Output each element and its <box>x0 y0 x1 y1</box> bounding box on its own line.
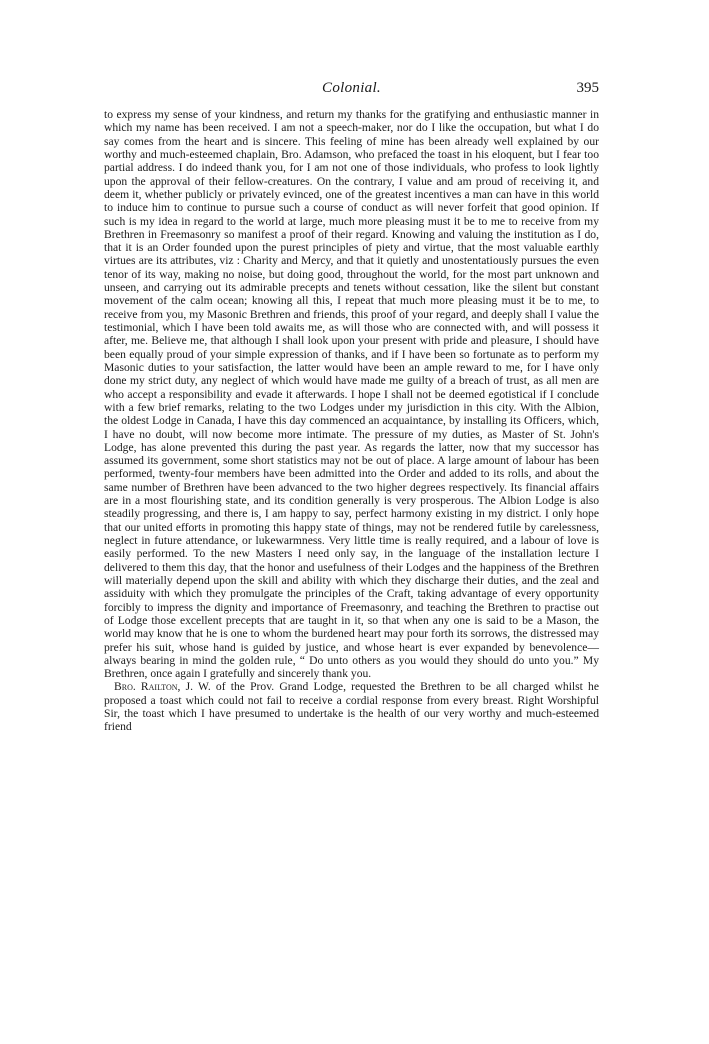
speaker-name: Bro. Railton <box>114 680 178 694</box>
document-page <box>104 80 599 734</box>
page-number: 395 <box>576 80 599 96</box>
paragraph-2-text: , J. W. of the Prov. Grand Lodge, requested the Brethren to be all charged whilst he proposed a toast which could not fail to receive a cordial response from every breast. Right Worshipful Sir, the toast which I have presumed to undertake is the health of our very worthy and much-esteemed friend <box>104 680 599 734</box>
running-header <box>104 80 599 108</box>
running-title: Colonial. <box>322 80 381 96</box>
paragraph-2 <box>104 680 599 733</box>
body-text <box>104 108 599 734</box>
paragraph-1: to express my sense of your kindness, and return my thanks for the gratifying and enthusiastic manner in which my name has been received. I am not a speech-maker, nor do I like the occupation, but what I do say comes from the heart and is sincere. This feeling of mine has been already well explained by our worthy and much-esteemed chaplain, Bro. Adamson, who prefaced the toast in his eloquent, but I fear too partial address. I do indeed thank you, for I am not one of those individuals, who profess to look lightly upon the approval of their fellow-creatures. On the contrary, I value and am proud of receiving it, and deem it, whether publicly or privately evinced, one of the greatest incentives a man can have in this world to induce him to continue to pursue such a course of conduct as will never forfeit that good opinion. If such is my idea in regard to the world at large, much more pleasing must it be to me to receive from my Brethren in Freemasonry so manifest a proof of their regard. Knowing and valuing the institution as I do, that it is an Order founded upon the purest principles of piety and virtue, that the most valuable earthly virtues are its attributes, viz : Charity and Mercy, and that it quietly and unostentatiously pursues the even tenor of its way, making no noise, but doing good, throughout the world, for the most part unknown and unseen, and carrying out its admirable precepts and tenets without cessation, like the silent but constant movement of the calm ocean; knowing all this, I repeat that much more pleasing must it be to me, to receive from you, my Masonic Brethren and friends, this proof of your regard, and deeply shall I value the testimonial, which I have been told awaits me, as will those who are connected with, and will possess it after, me. Believe me, that although I shall look upon your present with pride and pleasure, I should have been equally proud of your simple expression of thanks, and if I have been so fortunate as to perform my Masonic duties to your satisfaction, the latter would have been an ample reward to me, for I have only done my strict duty, any neglect of which would have made me guilty of a breach of trust, as all men are who accept a responsibility and evade it afterwards. I hope I shall not be deemed egotistical if I conclude with a few brief remarks, relating to the two Lodges under my jurisdiction in this city. With the Albion, the oldest Lodge in Canada, I have this day commenced an acquaintance, by installing its Officers, which, I have no doubt, will now become more intimate. The pressure of my duties, as Master of St. John's Lodge, has alone prevented this during the past year. As regards the latter, now that my successor has assumed its government, some short statistics may not be out of place. A large amount of labour has been performed, twenty-four members have been admitted into the Order and added to its rolls, and about the same number of Brethren have been advanced to the two higher degrees respectively. Its financial affairs are in a most flourishing state, and its condition generally is very prosperous. The Albion Lodge is also steadily progressing, and there is, I am happy to say, perfect harmony existing in my district. I only hope that our united efforts in promoting this happy state of things, may not be rendered futile by carelessness, neglect in future attendance, or lukewarmness. Very little time is really required, and a labour of love is easily performed. To the new Masters I need only say, in the language of the installation lecture I delivered to them this day, that the honor and usefulness of their Lodges and the happiness of the Brethren will materially depend upon the skill and ability with which they discharge their duties, and the zeal and assiduity with which they promulgate the principles of the Craft, taking advantage of every opportunity forcibly to impress the dignity and importance of Freemasonry, and teaching the Brethren to practise out of Lodge those excellent precepts that are taught in it, so that when any one is said to be a Mason, the world may know that he is one to whom the burdened heart may pour forth its sorrows, the distressed may prefer his suit, whose hand is guided by justice, and whose heart is ever expanded by benevolence—always bearing in mind the golden rule, “ Do unto others as you would they should do unto you.” My Brethren, once again I gratefully and sincerely thank you. <box>104 108 599 681</box>
